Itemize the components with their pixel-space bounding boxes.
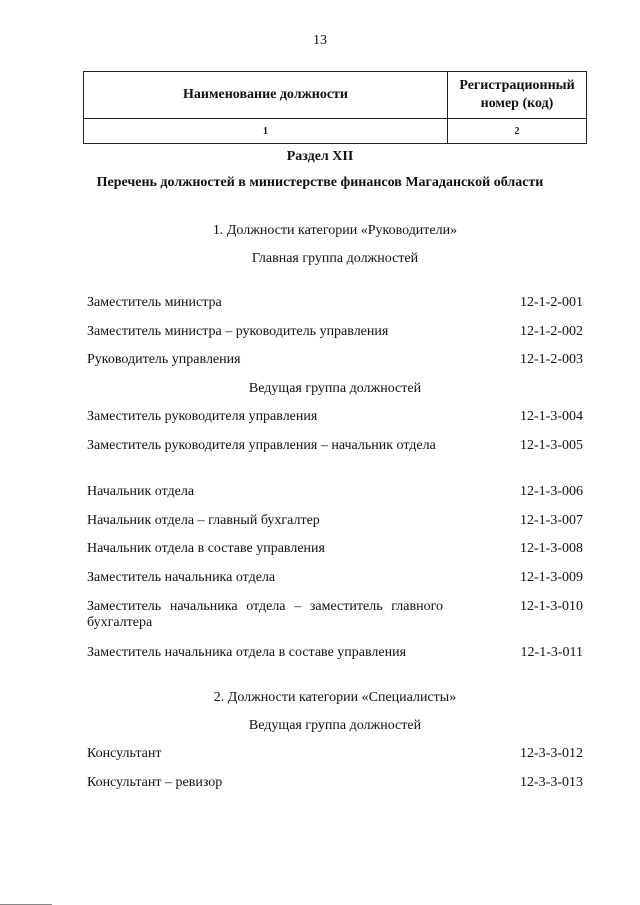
- position-name: Заместитель начальника отдела – заместитель главного бухгалтера: [87, 599, 443, 630]
- positions-table-header: [83, 71, 587, 144]
- category-heading: 2. Должности категории «Специалисты»: [213, 690, 457, 705]
- position-name: Консультант: [87, 746, 162, 761]
- position-code: 12-1-3-006: [520, 484, 583, 499]
- position-name: Заместитель начальника отдела: [87, 570, 276, 585]
- position-name: Заместитель министра – руководитель управления: [87, 324, 389, 339]
- position-code: 12-1-2-003: [520, 352, 583, 367]
- reg-header-line2: номер (код): [480, 96, 554, 111]
- position-name: Консультант – ревизор: [87, 775, 223, 790]
- position-code: 12-1-3-010: [520, 599, 583, 614]
- category-heading: 1. Должности категории «Руководители»: [212, 223, 458, 238]
- position-code: 12-1-3-005: [520, 438, 583, 453]
- list-title: Перечень должностей в министерстве финансов Магаданской области: [96, 175, 544, 190]
- group-heading: Ведущая группа должностей: [248, 718, 422, 733]
- page-number: 13: [313, 33, 327, 48]
- position-code: 12-1-3-004: [520, 409, 583, 424]
- position-name-column-header: Наименование должности: [84, 72, 448, 119]
- position-name: Заместитель руководителя управления – начальник отдела: [87, 438, 436, 453]
- position-code: 12-3-3-013: [520, 775, 583, 790]
- group-heading: Главная группа должностей: [251, 251, 419, 266]
- position-code: 12-1-3-007: [520, 513, 583, 528]
- position-name: Заместитель министра: [87, 295, 222, 310]
- reg-header-line1: Регистрационный: [459, 78, 575, 93]
- column-number-1: 1: [84, 119, 448, 144]
- section-title: Раздел XII: [286, 149, 354, 164]
- registration-number-column-header: [448, 72, 587, 119]
- position-name: Начальник отдела в составе управления: [87, 541, 325, 556]
- position-name: Начальник отдела: [87, 484, 195, 499]
- position-code: 12-1-3-009: [520, 570, 583, 585]
- position-name: Начальник отдела – главный бухгалтер: [87, 513, 320, 528]
- column-number-2: 2: [448, 119, 587, 144]
- position-code: 12-3-3-012: [520, 746, 583, 761]
- position-name: Заместитель начальника отдела в составе управления: [87, 645, 407, 660]
- position-code: 12-1-3-008: [520, 541, 583, 556]
- position-code: 12-1-2-001: [520, 295, 583, 310]
- position-name: Заместитель руководителя управления: [87, 409, 318, 424]
- position-name: Руководитель управления: [87, 352, 241, 367]
- position-code: 12-1-3-011: [520, 645, 583, 660]
- group-heading: Ведущая группа должностей: [248, 381, 422, 396]
- position-code: 12-1-2-002: [520, 324, 583, 339]
